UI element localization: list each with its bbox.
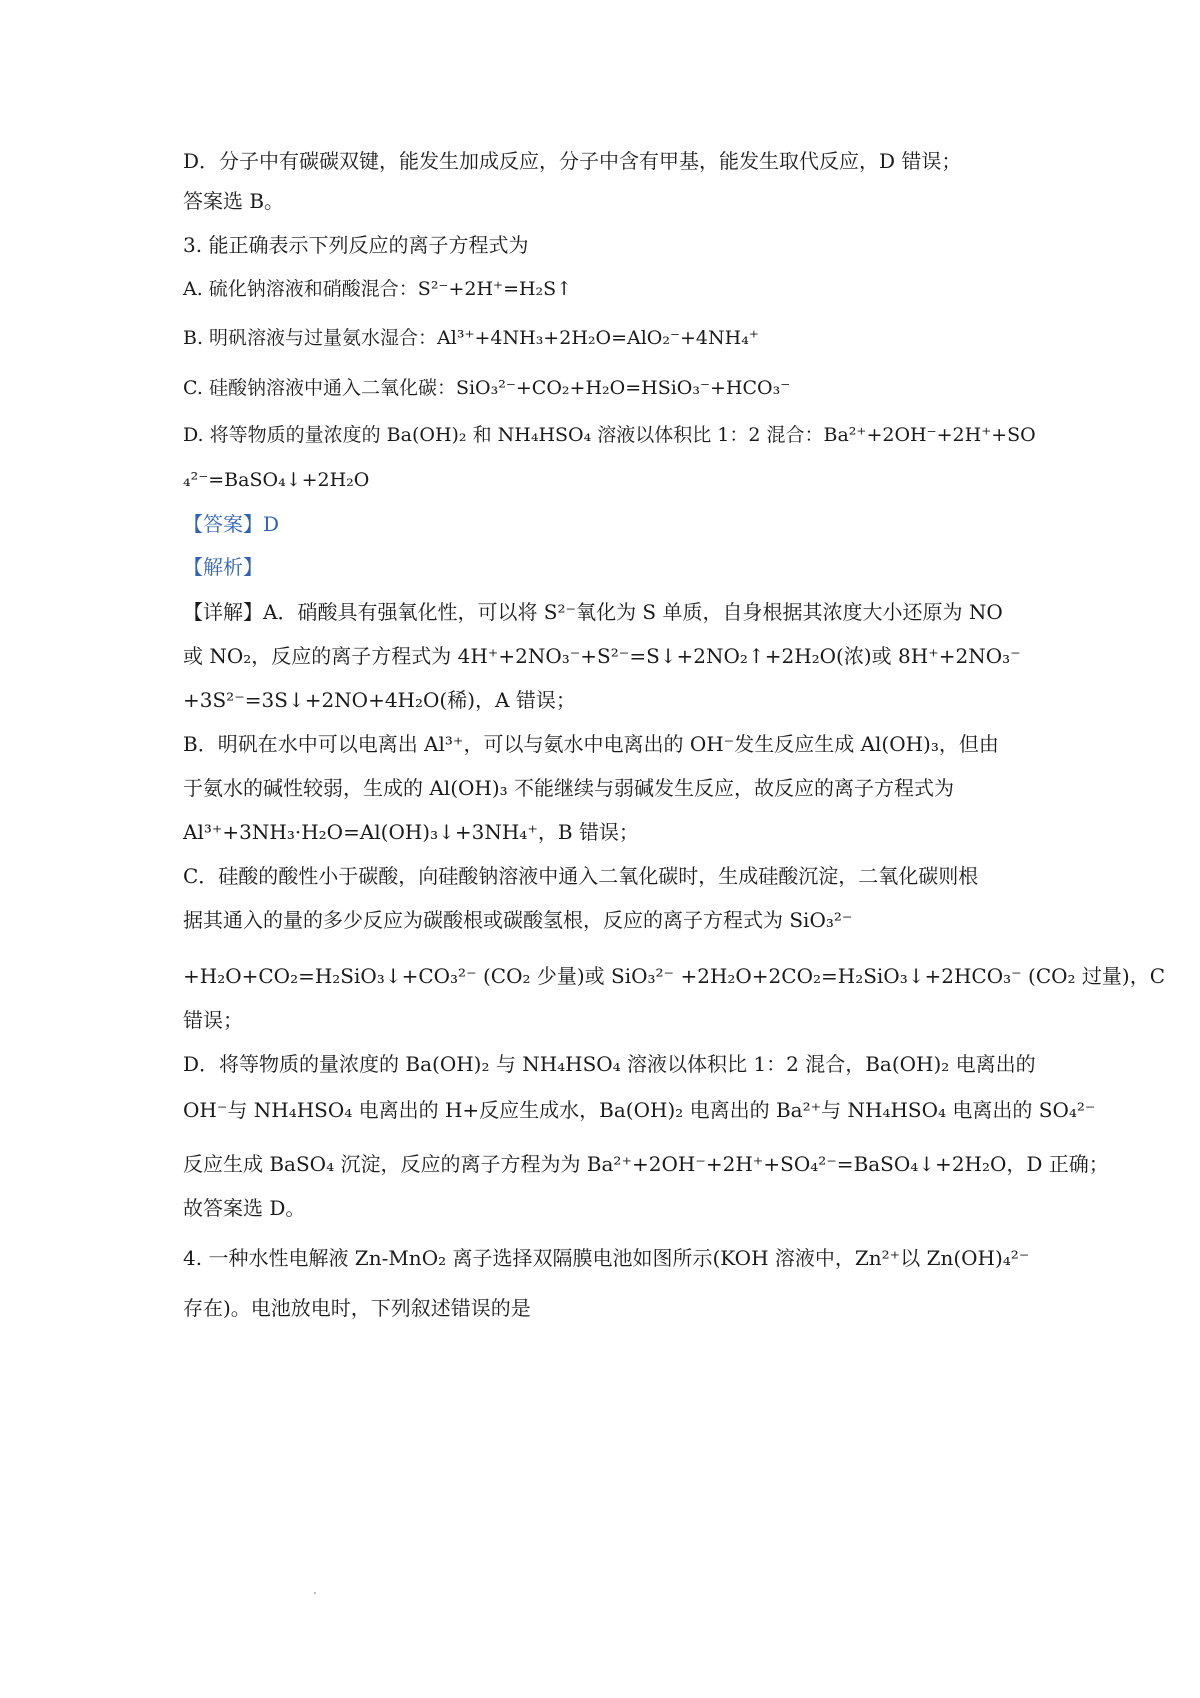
explanation-a-1: 【详解】A．硝酸具有强氧化性，可以将 S²⁻氧化为 S 单质，自身根据其浓度大小还原为 NO — [183, 600, 1003, 624]
question-4-line-2: 存在)。电池放电时，下列叙述错误的是 — [183, 1296, 531, 1320]
scan-speck — [314, 1592, 316, 1594]
explanation-d-3: 反应生成 BaSO₄ 沉淀，反应的离子方程为为 Ba²⁺+2OH⁻+2H⁺+SO₄²⁻=BaSO₄↓+2H₂O，D 正确； — [183, 1152, 1109, 1176]
explanation-c-2: 据其通入的量的多少反应为碳酸根或碳酸氢根，反应的离子方程式为 SiO₃²⁻ — [183, 908, 853, 932]
explanation-a-2: 或 NO₂，反应的离子方程式为 4H⁺+2NO₃⁻+S²⁻=S↓+2NO₂↑+2H₂O(浓)或 8H⁺+2NO₃⁻ — [183, 644, 1021, 668]
analysis-label: 【解析】 — [183, 555, 263, 579]
explanation-c-1: C．硅酸的酸性小于碳酸，向硅酸钠溶液中通入二氧化碳时，生成硅酸沉淀，二氧化碳则根 — [183, 864, 979, 888]
option-a: A. 硫化钠溶液和硝酸混合：S²⁻+2H⁺=H₂S↑ — [183, 278, 573, 300]
option-b: B. 明矾溶液与过量氨水湿合：Al³⁺+4NH₃+2H₂O=AlO₂⁻+4NH₄⁺ — [183, 327, 759, 349]
explanation-d-4: 故答案选 D。 — [183, 1196, 306, 1220]
explanation-b-2: 于氨水的碱性较弱，生成的 Al(OH)₃ 不能继续与弱碱发生反应，故反应的离子方程式为 — [183, 776, 955, 800]
answer-label: 【答案】D — [183, 512, 280, 536]
option-d-line-2: ₄²⁻=BaSO₄↓+2H₂O — [183, 469, 370, 491]
question-3-title: 3. 能正确表示下列反应的离子方程式为 — [183, 233, 529, 257]
explanation-a-3: +3S²⁻=3S↓+2NO+4H₂O(稀)，A 错误； — [183, 688, 576, 712]
text-line: 答案选 B。 — [183, 189, 285, 213]
explanation-b-1: B．明矾在水中可以电离出 Al³⁺，可以与氨水中电离出的 OH⁻发生反应生成 Al(OH)₃，但由 — [183, 732, 999, 756]
explanation-c-3: +H₂O+CO₂=H₂SiO₃↓+CO₃²⁻ (CO₂ 少量)或 SiO₃²⁻ +2H₂O+2CO₂=H₂SiO₃↓+2HCO₃⁻ (CO₂ 过量)，C — [183, 964, 1166, 988]
explanation-b-3: Al³⁺+3NH₃·H₂O=Al(OH)₃↓+3NH₄⁺，B 错误； — [183, 820, 639, 844]
explanation-d-1: D．将等物质的量浓度的 Ba(OH)₂ 与 NH₄HSO₄ 溶液以体积比 1：2 混合，Ba(OH)₂ 电离出的 — [183, 1052, 1036, 1076]
question-4-line-1: 4. 一种水性电解液 Zn-MnO₂ 离子选择双隔膜电池如图所示(KOH 溶液中，Zn²⁺以 Zn(OH)₄²⁻ — [183, 1246, 1030, 1270]
explanation-c-4: 错误； — [183, 1008, 243, 1032]
text-line: D．分子中有碳碳双键，能发生加成反应，分子中含有甲基，能发生取代反应，D 错误； — [183, 149, 962, 173]
option-c: C. 硅酸钠溶液中通入二氧化碳：SiO₃²⁻+CO₂+H₂O=HSiO₃⁻+HCO₃⁻ — [183, 377, 791, 399]
option-d-line-1: D. 将等物质的量浓度的 Ba(OH)₂ 和 NH₄HSO₄ 溶液以体积比 1：2 混合：Ba²⁺+2OH⁻+2H⁺+SO — [183, 424, 1036, 446]
explanation-d-2: OH⁻与 NH₄HSO₄ 电离出的 H+反应生成水，Ba(OH)₂ 电离出的 Ba²⁺与 NH₄HSO₄ 电离出的 SO₄²⁻ — [183, 1098, 1096, 1122]
